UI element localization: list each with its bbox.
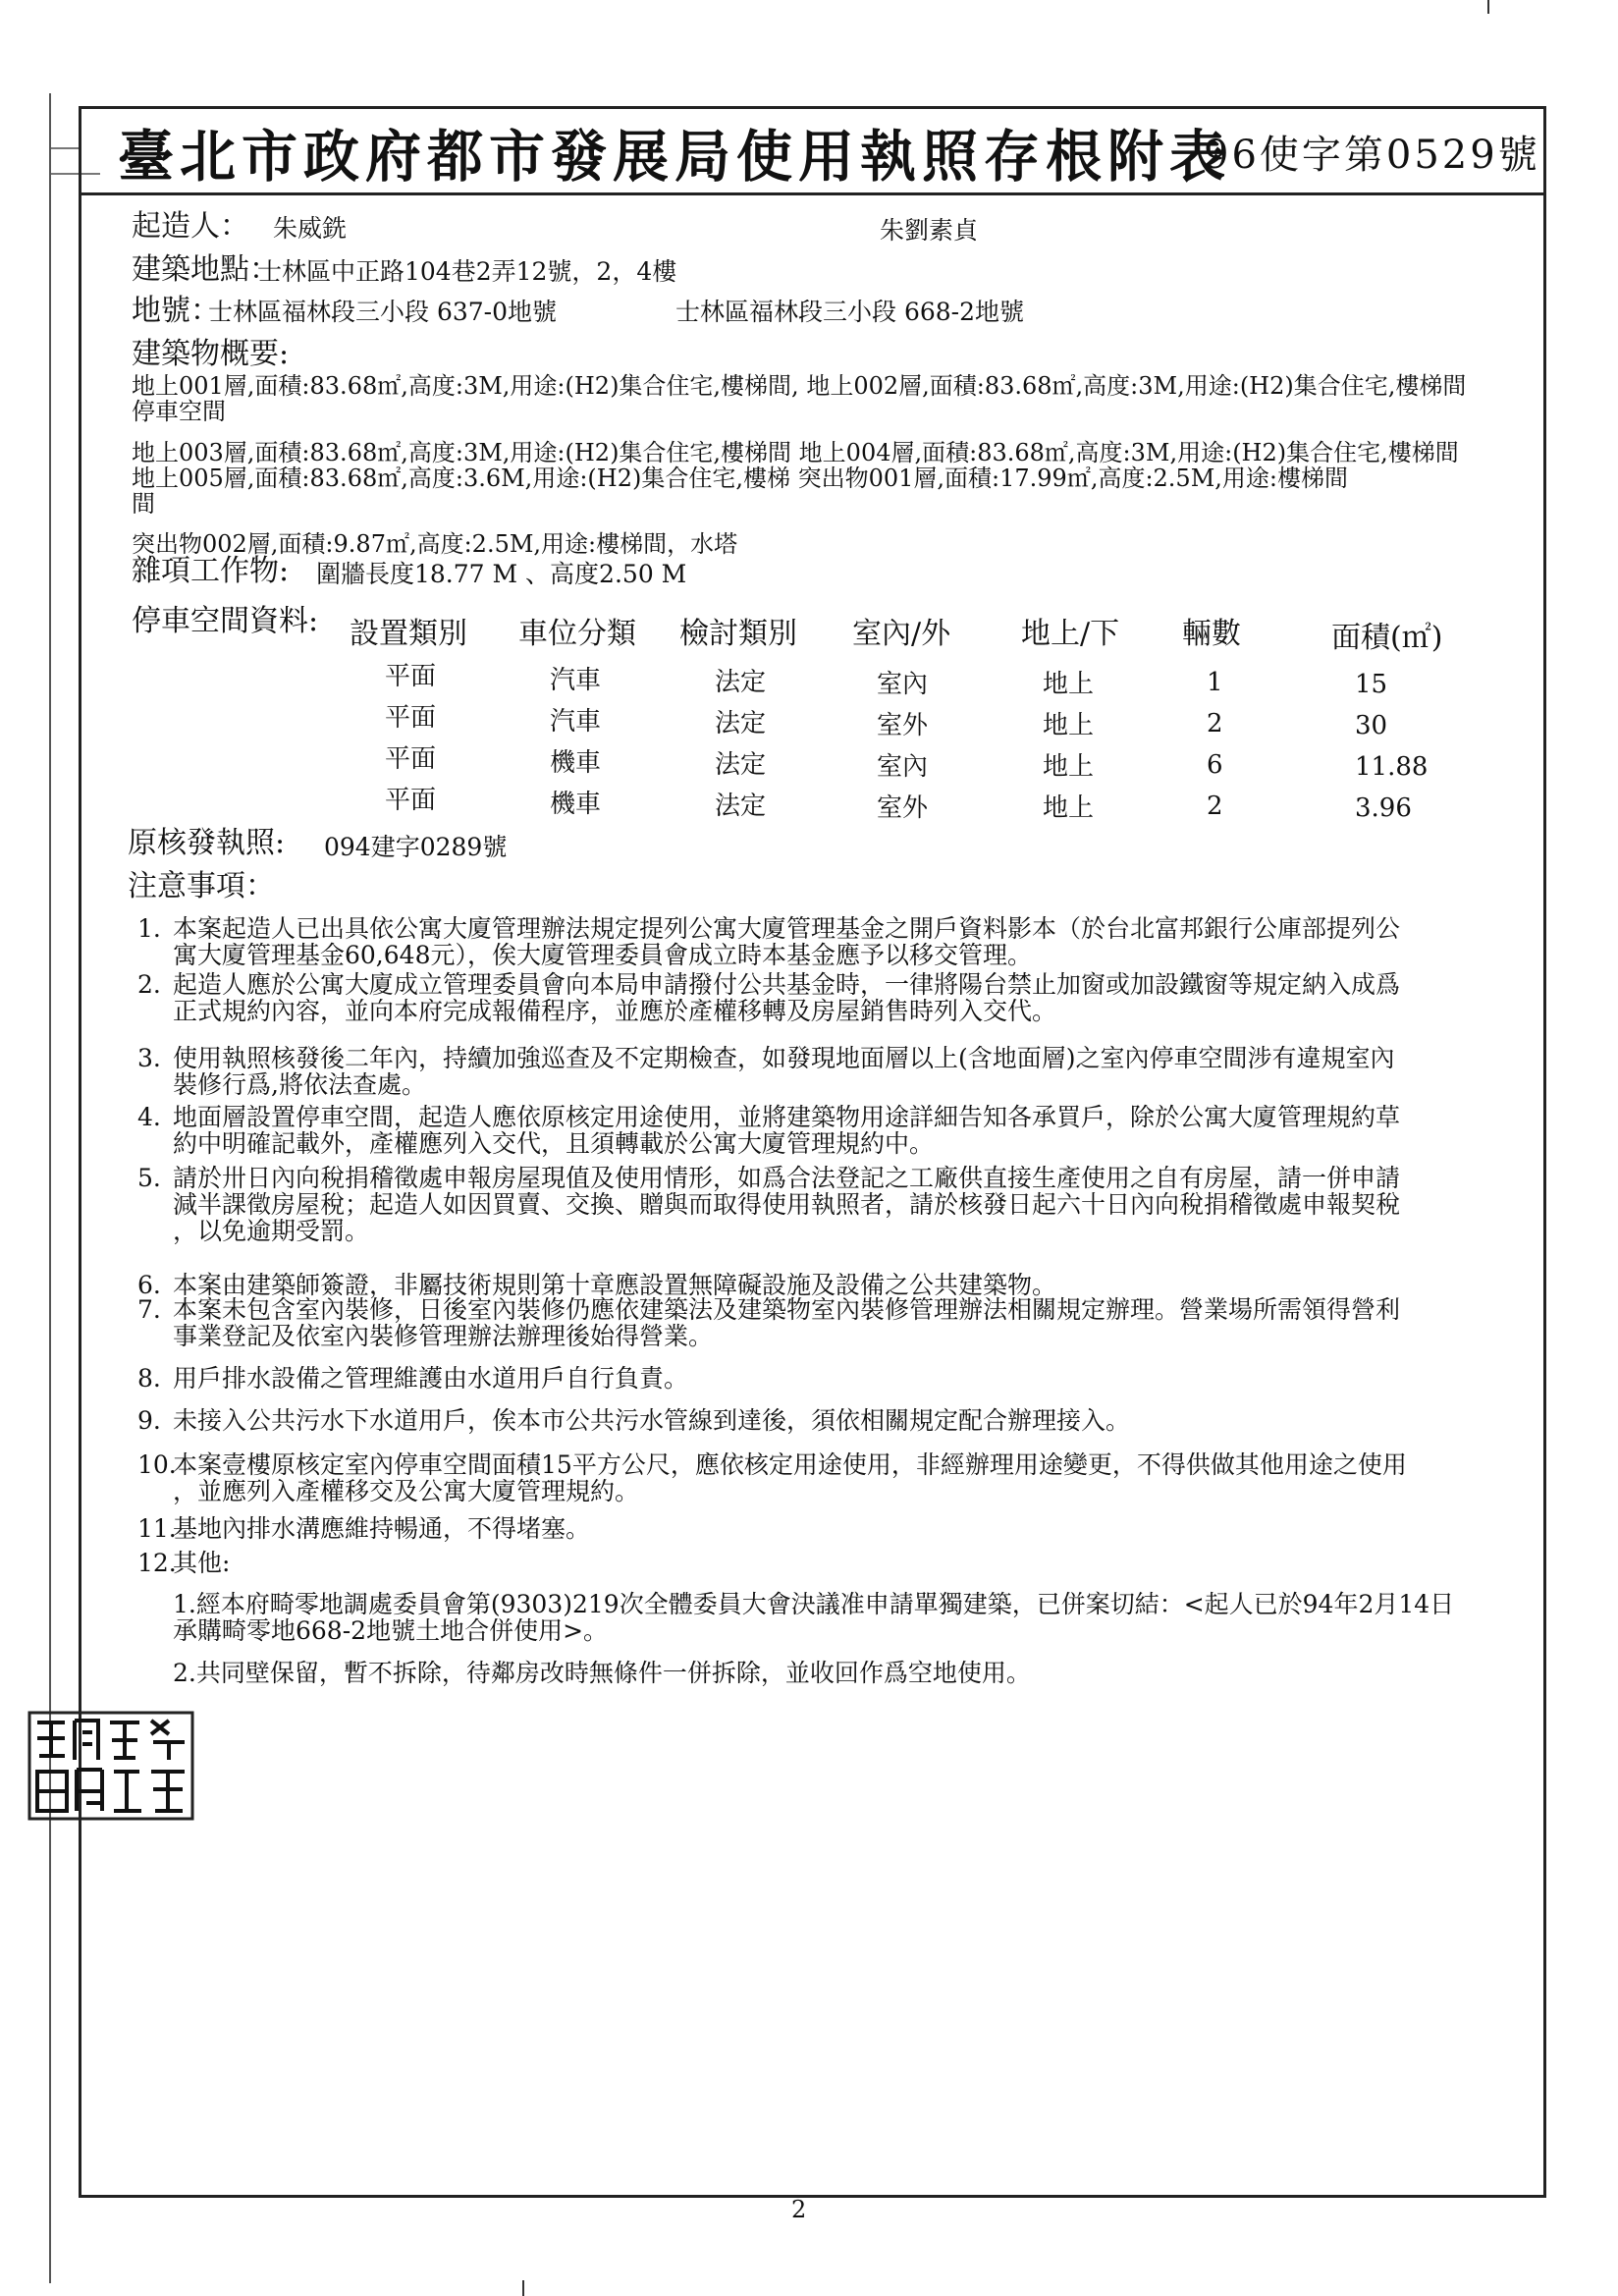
note-line: 使用執照核發後二年內，持續加強巡查及不定期檢查，如發現地面層以上(含地面層)之室內停車空間涉有違規室內 — [173, 1044, 1395, 1072]
note-number: 8. — [137, 1364, 161, 1393]
parking-cell: 15 — [1355, 670, 1388, 699]
overview-line: 間 — [132, 490, 155, 518]
parking-cell: 地上 — [1043, 752, 1095, 782]
note-text — [173, 1550, 230, 1576]
note-text — [173, 1272, 1056, 1298]
parking-cell: 汽車 — [550, 707, 602, 737]
misc-structure-value: 圍牆長度18.77 M 、高度2.50 M — [316, 560, 687, 588]
parking-cell: 6 — [1207, 750, 1223, 780]
builder-label: 起造人： — [132, 209, 249, 244]
misc-structure-label: 雜項工作物: — [132, 554, 290, 588]
overview-line: 突出物002層,面積:9.87㎡,高度:2.5M,用途:樓梯間，水塔 — [132, 530, 738, 558]
note-line: 基地內排水溝應維持暢通，不得堵塞。 — [173, 1514, 591, 1543]
note-line: 承購畸零地668-2地號土地合併使用>。 — [173, 1616, 609, 1645]
note-line: 本案壹樓原核定室內停車空間面積15平方公尺，應依核定用途使用，非經辦理用途變更，不得供做其他用途之使用 — [173, 1450, 1407, 1479]
note-number: 1. — [137, 914, 161, 943]
parking-header: 設置類別 — [350, 617, 467, 651]
builder-name-1: 朱威銑 — [273, 214, 348, 243]
parking-header: 室內/外 — [852, 617, 951, 651]
parking-cell: 2 — [1207, 792, 1223, 821]
parking-cell: 平面 — [385, 786, 437, 815]
note-line: 起造人應於公寓大廈成立管理委員會向本局申請撥付公共基金時，一律將陽台禁止加窗或加設鐵窗等規定納入成爲 — [173, 970, 1401, 999]
parking-cell: 30 — [1355, 711, 1388, 740]
note-number: 10. — [137, 1450, 177, 1479]
parking-cell: 平面 — [385, 662, 437, 691]
note-number: 4. — [137, 1103, 161, 1131]
permit-number: 96使字第0529號 — [1204, 133, 1540, 178]
scan-mark — [1487, 0, 1489, 14]
note-line: 請於卅日內向稅捐稽徵處申報房屋現值及使用情形，如爲合法登記之工廠供直接生產使用之自有房屋，請一併申請 — [173, 1164, 1401, 1192]
parking-header: 地上/下 — [1021, 617, 1120, 651]
document-title: 臺北市政府都市發展局使用執照存根附表 — [118, 124, 1231, 190]
parking-header: 輛數 — [1182, 617, 1241, 651]
lot-value-1: 士林區福林段三小段 637-0地號 — [208, 298, 558, 326]
lot-label: 地號： — [132, 294, 220, 328]
parking-cell: 1 — [1207, 668, 1223, 697]
parking-cell: 室內 — [877, 670, 929, 699]
note-number: 11. — [137, 1514, 177, 1543]
note-line: 地面層設置停車空間，起造人應依原核定用途使用，並將建築物用途詳細告知各承買戶，除於公寓大廈管理規約草 — [173, 1103, 1401, 1131]
note-line: 用戶排水設備之管理維護由水道用戶自行負責。 — [173, 1364, 689, 1393]
note-line: 2.共同壁保留，暫不拆除，待鄰房改時無條件一併拆除，並收回作爲空地使用。 — [173, 1659, 1031, 1687]
note-line: 本案由建築師簽證，非屬技術規則第十章應設置無障礙設施及設備之公共建築物。 — [173, 1271, 1057, 1299]
note-text — [173, 1451, 1407, 1504]
parking-cell: 11.88 — [1355, 752, 1429, 782]
note-text — [173, 1365, 688, 1392]
note-text — [173, 1591, 1454, 1644]
parking-cell: 平面 — [385, 744, 437, 774]
note-line: 正式規約內容，並向本府完成報備程序，並應於產權移轉及房屋銷售時列入交代。 — [173, 997, 1057, 1025]
note-text — [173, 1104, 1400, 1157]
note-number: 2. — [137, 970, 161, 999]
parking-cell: 室外 — [877, 793, 929, 823]
original-permit-value: 094建字0289號 — [324, 833, 508, 861]
note-line: 其他: — [173, 1549, 231, 1577]
note-line: 寓大廈管理基金60,648元），俟大廈管理委員會成立時本基金應予以移交管理。 — [173, 941, 1032, 969]
builder-name-2: 朱劉素貞 — [880, 216, 979, 245]
note-text — [173, 1296, 1400, 1349]
parking-cell: 法定 — [715, 750, 767, 780]
note-number: 6. — [137, 1271, 161, 1299]
parking-cell: 法定 — [715, 792, 767, 821]
note-number: 12. — [137, 1549, 177, 1577]
note-line: 減半課徵房屋稅；起造人如因買賣、交換、贈與而取得使用執照者，請於核發日起六十日內向稅捐稽徵處申報契稅 — [173, 1190, 1401, 1219]
parking-cell: 2 — [1207, 709, 1223, 738]
note-line: 1.經本府畸零地調處委員會第(9303)219次全體委員大會決議准申請單獨建築，已併案切結：<起人已於94年2月14日 — [173, 1590, 1455, 1618]
parking-cell: 室內 — [877, 752, 929, 782]
parking-header: 面積(㎡) — [1331, 621, 1443, 655]
page-number: 2 — [791, 2196, 807, 2223]
note-number: 5. — [137, 1164, 161, 1192]
note-line: ，以免逾期受罰。 — [173, 1217, 370, 1245]
parking-cell: 地上 — [1043, 670, 1095, 699]
parking-cell: 3.96 — [1355, 793, 1412, 823]
parking-cell: 汽車 — [550, 666, 602, 695]
official-seal-stamp — [27, 1709, 194, 1823]
note-line: 事業登記及依室內裝修管理辦法辦理後始得營業。 — [173, 1322, 714, 1350]
overview-label: 建築物概要: — [132, 337, 290, 371]
lot-value-2: 士林區福林段三小段 668-2地號 — [675, 298, 1025, 326]
note-text — [173, 971, 1400, 1024]
parking-cell: 平面 — [385, 703, 437, 733]
note-number: 7. — [137, 1295, 161, 1324]
note-line: 約中明確記載外，產權應列入交代，且須轉載於公寓大廈管理規約中。 — [173, 1129, 935, 1158]
note-text — [173, 1045, 1395, 1098]
note-line: 本案起造人已出具依公寓大廈管理辦法規定提列公寓大廈管理基金之開戶資料影本（於台北富邦銀行公庫部提列公 — [173, 914, 1401, 943]
overview-line: 地上001層,面積:83.68㎡,高度:3M,用途:(H2)集合住宅,樓梯間, 地上002層,面積:83.68㎡,高度:3M,用途:(H2)集合住宅,樓梯間 — [132, 372, 1467, 400]
note-line: 未接入公共污水下水道用戶，俟本市公共污水管線到達後，須依相關規定配合辦理接入。 — [173, 1406, 1131, 1435]
notes-label: 注意事項： — [128, 869, 275, 903]
note-text — [173, 1165, 1400, 1244]
note-text — [173, 1407, 1130, 1434]
parking-cell: 法定 — [715, 668, 767, 697]
parking-cell: 機車 — [550, 748, 602, 778]
note-text — [173, 915, 1400, 968]
note-number: 9. — [137, 1406, 161, 1435]
scan-margin-line — [49, 93, 51, 2283]
scan-mark — [522, 2280, 524, 2296]
site-value: 士林區中正路104巷2弄12號，2，4樓 — [257, 257, 677, 286]
parking-cell: 室外 — [877, 711, 929, 740]
parking-cell: 地上 — [1043, 793, 1095, 823]
note-text — [173, 1660, 1031, 1686]
note-number: 3. — [137, 1044, 161, 1072]
parking-header: 檢討類別 — [679, 617, 797, 651]
title-divider — [79, 192, 1546, 195]
other-item — [173, 1660, 1031, 1686]
note-line: ，並應列入產權移交及公寓大廈管理規約。 — [173, 1477, 640, 1505]
parking-cell: 機車 — [550, 790, 602, 819]
site-label: 建築地點： — [132, 252, 279, 287]
overview-line: 停車空間 — [132, 398, 226, 425]
note-text — [173, 1515, 590, 1542]
parking-cell: 法定 — [715, 709, 767, 738]
overview-line: 地上003層,面積:83.68㎡,高度:3M,用途:(H2)集合住宅,樓梯間 地上004層,面積:83.68㎡,高度:3M,用途:(H2)集合住宅,樓梯間 — [132, 439, 1459, 466]
original-permit-label: 原核發執照: — [128, 826, 286, 860]
parking-cell: 地上 — [1043, 711, 1095, 740]
parking-label: 停車空間資料: — [132, 604, 319, 638]
parking-header: 車位分類 — [518, 617, 636, 651]
other-item — [173, 1591, 1454, 1644]
note-line: 本案未包含室內裝修，日後室內裝修仍應依建築法及建築物室內裝修管理辦法相關規定辦理。營業場所需領得營利 — [173, 1295, 1401, 1324]
scan-mark — [51, 147, 81, 149]
note-line: 裝修行爲,將依法查處。 — [173, 1070, 426, 1099]
overview-line: 地上005層,面積:83.68㎡,高度:3.6M,用途:(H2)集合住宅,樓梯 突出物001層,面積:17.99㎡,高度:2.5M,用途:樓梯間 — [132, 465, 1348, 492]
